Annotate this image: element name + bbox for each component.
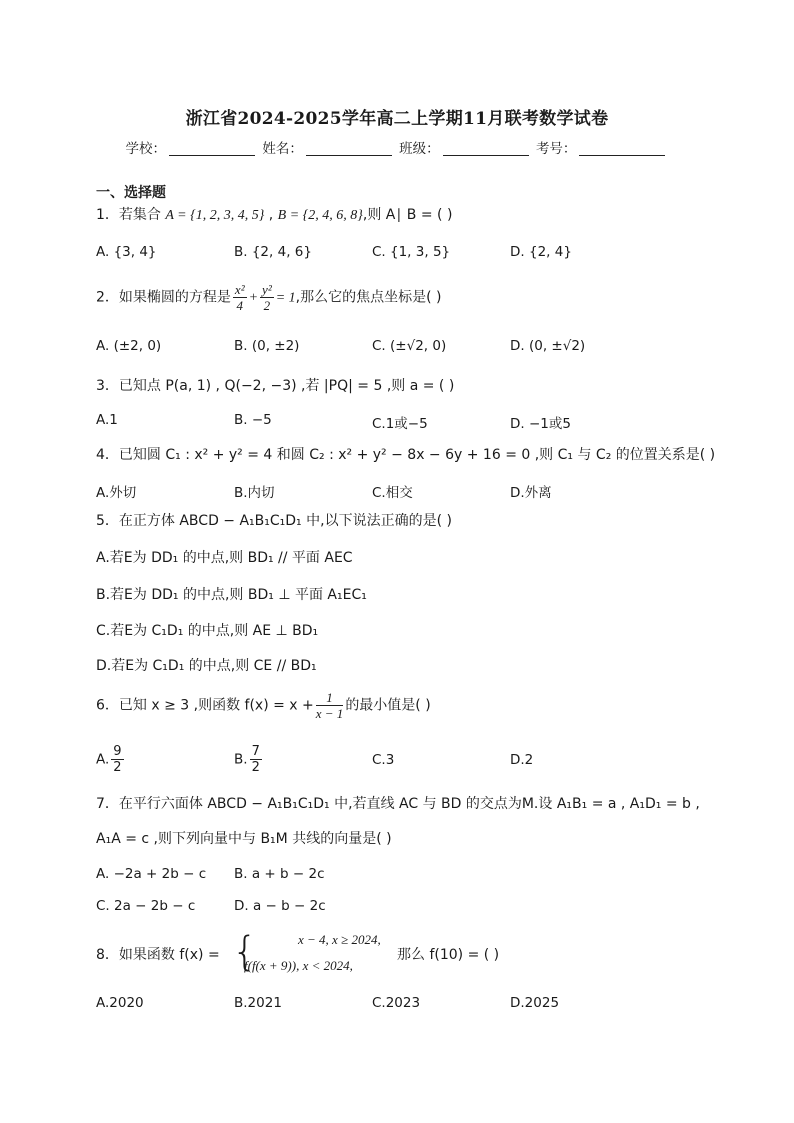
- class-label: 班级：: [399, 141, 440, 157]
- q2-option-d[interactable]: D. (0, ±√2): [510, 338, 586, 354]
- name-label: 姓名：: [262, 141, 303, 157]
- q5-option-d[interactable]: D.若E为 C₁D₁ 的中点,则 CE // BD₁: [96, 658, 317, 674]
- q8-brace: {: [232, 929, 258, 975]
- q6-option-a-num: 9: [113, 744, 122, 759]
- q1-stem-pre: 1．若集合: [96, 207, 166, 223]
- q7-option-a[interactable]: A. −2a + 2b − c: [96, 866, 207, 882]
- school-label: 学校：: [125, 141, 167, 157]
- q5-option-a[interactable]: A.若E为 DD₁ 的中点,则 BD₁ // 平面 AEC: [96, 550, 353, 566]
- q6-options: [0, 744, 794, 778]
- number-blank[interactable]: [579, 141, 665, 156]
- q2-eq: = 1: [275, 290, 296, 306]
- q6-fraction: [316, 690, 344, 721]
- q7-options-row-1: [0, 866, 794, 888]
- q6-option-a-den: 2: [113, 760, 122, 775]
- q2-fraction-1: [233, 282, 247, 313]
- question-8-stem-pre: 8．如果函数 f(x) =: [96, 947, 220, 963]
- q1-option-c[interactable]: C. {1, 3, 5}: [372, 244, 451, 260]
- q4-option-a[interactable]: A.外切: [96, 485, 137, 501]
- q3-options: [0, 412, 794, 434]
- q8-option-a[interactable]: A.2020: [96, 995, 144, 1011]
- q6-option-a[interactable]: [96, 744, 126, 775]
- question-6: [96, 690, 431, 721]
- q6-option-c[interactable]: C.3: [372, 752, 395, 768]
- q1-option-b[interactable]: B. {2, 4, 6}: [234, 244, 312, 260]
- q8-stem-post: 那么 f(10) = ( ): [397, 947, 500, 963]
- q4-options: [0, 481, 794, 503]
- q1-option-d[interactable]: D. {2, 4}: [510, 244, 572, 260]
- q6-option-b[interactable]: [234, 744, 264, 775]
- q4-option-d[interactable]: D.外离: [510, 485, 552, 501]
- question-7-line-1: 7．在平行六面体 ABCD − A₁B₁C₁D₁ 中,若直线 AC 与 BD 的交点为M.设 A₁B₁ = a , A₁D₁ = b ,: [96, 796, 700, 812]
- q2-options: [0, 338, 794, 360]
- q2-fraction-2: [260, 282, 274, 313]
- school-blank[interactable]: [169, 141, 255, 156]
- q4-option-c[interactable]: C.相交: [372, 485, 413, 501]
- q7-option-b[interactable]: B. a + b − 2c: [234, 866, 325, 882]
- q1-option-a[interactable]: A. {3, 4}: [96, 244, 157, 260]
- q7-options-row-2: [0, 898, 794, 920]
- q3-option-c[interactable]: C.1或−5: [372, 416, 428, 432]
- q6-option-a-fraction: [111, 744, 123, 775]
- q4-option-b[interactable]: B.内切: [234, 485, 275, 501]
- number-label: 考号：: [535, 141, 577, 157]
- q3-option-a[interactable]: A.1: [96, 412, 118, 428]
- q7-option-c[interactable]: C. 2a − 2b − c: [96, 898, 196, 914]
- question-1: [96, 205, 452, 226]
- q2-stem-post: ,那么它的焦点坐标是( ): [295, 289, 442, 306]
- q8-option-d[interactable]: D.2025: [510, 995, 560, 1011]
- q8-option-b[interactable]: B.2021: [234, 995, 282, 1011]
- q2-plus: +: [248, 290, 259, 306]
- name-blank[interactable]: [306, 141, 392, 156]
- q5-option-c[interactable]: C.若E为 C₁D₁ 的中点,则 AE ⊥ BD₁: [96, 623, 319, 639]
- q5-option-b[interactable]: B.若E为 DD₁ 的中点,则 BD₁ ⊥ 平面 A₁EC₁: [96, 587, 367, 603]
- class-blank[interactable]: [443, 141, 529, 156]
- q6-f-num: 1: [316, 690, 344, 706]
- q8-options: [0, 995, 794, 1017]
- q2-option-a[interactable]: A. (±2, 0): [96, 338, 162, 354]
- q2-f2-den: 2: [263, 298, 271, 313]
- q6-option-b-label: B.: [234, 751, 248, 768]
- page-title: 浙江省2024-2025学年高二上学期11月联考数学试卷: [185, 109, 609, 129]
- q1-options: [0, 244, 794, 266]
- q2-option-b[interactable]: B. (0, ±2): [234, 338, 300, 354]
- student-info-row: [0, 137, 794, 157]
- q6-f-den: x − 1: [315, 706, 344, 721]
- q3-option-d[interactable]: D. −1或5: [510, 416, 571, 432]
- question-3: 3．已知点 P(a, 1) , Q(−2, −3) ,若 |PQ| = 5 ,则 a = ( ): [96, 378, 455, 394]
- section-heading: 一、选择题: [96, 185, 166, 201]
- q8-case-1: x − 4, x ≥ 2024,: [298, 932, 381, 947]
- q2-f1-den: 4: [236, 298, 243, 313]
- question-5: 5．在正方体 ABCD − A₁B₁C₁D₁ 中,以下说法正确的是( ): [96, 513, 452, 529]
- question-2: [96, 282, 442, 313]
- q2-option-c[interactable]: C. (±√2, 0): [372, 338, 447, 354]
- q6-option-b-fraction: [250, 744, 262, 775]
- q6-option-a-label: A.: [96, 751, 110, 768]
- q8-option-c[interactable]: C.2023: [372, 995, 421, 1011]
- q3-option-b[interactable]: B. −5: [234, 412, 272, 428]
- question-7-line-2: A₁A = c ,则下列向量中与 B₁M 共线的向量是( ): [96, 831, 392, 847]
- q2-stem-pre: 2．如果椭圆的方程是: [96, 289, 231, 306]
- q6-option-d[interactable]: D.2: [510, 752, 534, 768]
- q1-set-a: A = {1, 2, 3, 4, 5}: [165, 208, 265, 223]
- q6-stem-pre: 6．已知 x ≥ 3 ,则函数 f(x) = x +: [96, 697, 314, 714]
- q6-option-b-num: 7: [251, 744, 260, 759]
- q1-sep: ,: [264, 207, 278, 223]
- q6-stem-post: 的最小值是( ): [345, 697, 431, 714]
- q7-option-d[interactable]: D. a − b − 2c: [234, 898, 326, 914]
- q2-f1-num: x²: [234, 282, 245, 297]
- q8-case-2: f(f(x + 9)), x < 2024,: [244, 958, 353, 973]
- question-4: 4．已知圆 C₁ : x² + y² = 4 和圆 C₂ : x² + y² − 8x − 6y + 16 = 0 ,则 C₁ 与 C₂ 的位置关系是( ): [96, 447, 716, 463]
- q1-set-b: B = {2, 4, 6, 8}: [277, 208, 363, 223]
- q6-option-b-den: 2: [251, 760, 260, 775]
- q2-f2-num: y²: [262, 282, 272, 297]
- q1-stem-post: ,则 A∣ B = ( ): [362, 207, 453, 223]
